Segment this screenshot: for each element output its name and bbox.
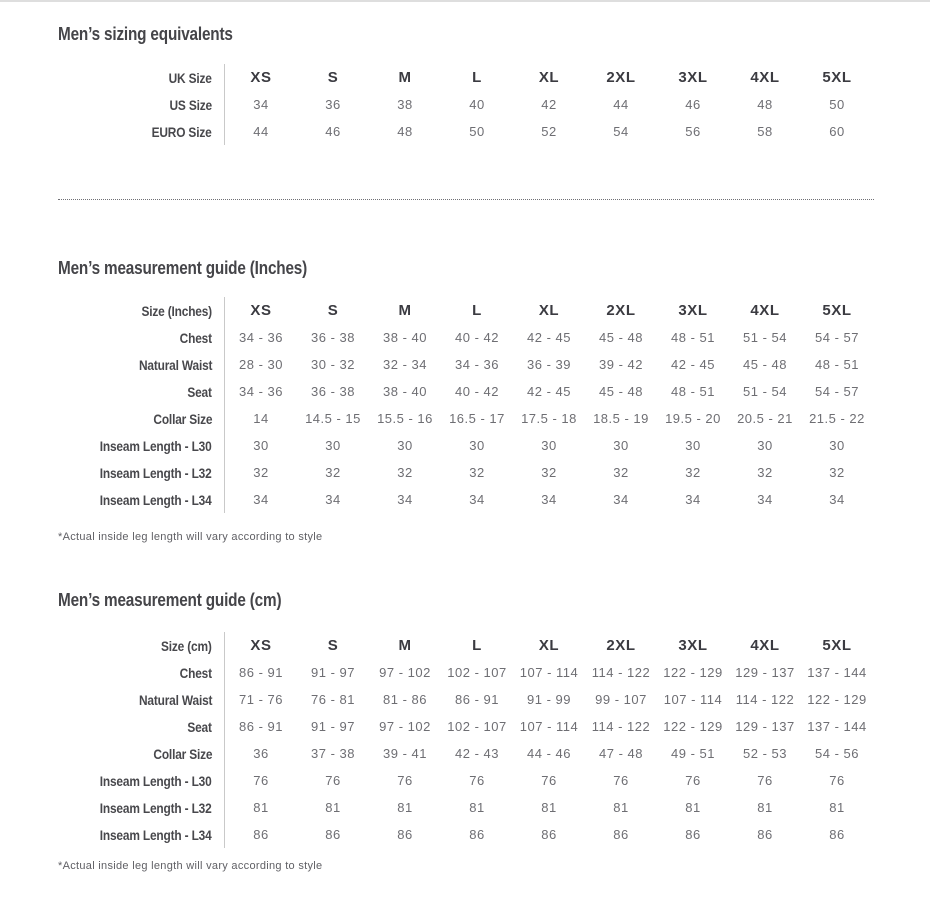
header-label-cell bbox=[58, 297, 225, 324]
value-cell: 129 - 137 bbox=[735, 719, 795, 734]
cm-guide-table bbox=[58, 632, 873, 848]
value-cell: 48 - 51 bbox=[671, 384, 715, 399]
value-cell: 42 - 45 bbox=[527, 384, 571, 399]
value-cell: 32 bbox=[325, 465, 341, 480]
value-cell: 34 bbox=[325, 492, 341, 507]
value-cell: 32 bbox=[685, 465, 701, 480]
value-cell: 86 - 91 bbox=[239, 665, 283, 680]
value-cell: 91 - 97 bbox=[311, 665, 355, 680]
value-cell: 102 - 107 bbox=[447, 719, 507, 734]
value-cell: 97 - 102 bbox=[379, 665, 431, 680]
value-cell: 36 - 38 bbox=[311, 384, 355, 399]
value-cell: 38 - 40 bbox=[383, 330, 427, 345]
value-cell: 114 - 122 bbox=[591, 719, 651, 734]
row-label-cell-text: Chest bbox=[179, 329, 212, 346]
sizing-equivalents-title: Men’s sizing equivalents bbox=[58, 24, 233, 44]
value-cell: 40 bbox=[469, 97, 485, 112]
value-cell: 86 bbox=[325, 827, 341, 842]
value-cell: 20.5 - 21 bbox=[737, 411, 793, 426]
value-cell: 122 - 129 bbox=[807, 692, 867, 707]
column-header-cell: 2XL bbox=[606, 637, 636, 654]
column-header-cell: S bbox=[327, 637, 339, 654]
cm-guide-title: Men’s measurement guide (cm) bbox=[58, 590, 282, 610]
row-label-cell-text: Inseam Length - L30 bbox=[100, 772, 212, 789]
value-cell: 114 - 122 bbox=[735, 692, 795, 707]
row-label-cell-text: Natural Waist bbox=[138, 691, 212, 708]
column-header-cell: L bbox=[472, 69, 482, 86]
value-cell: 91 - 97 bbox=[311, 719, 355, 734]
value-cell: 34 bbox=[613, 492, 629, 507]
value-cell: 36 bbox=[325, 97, 341, 112]
value-cell: 34 bbox=[685, 492, 701, 507]
value-cell: 86 bbox=[541, 827, 557, 842]
value-cell: 30 bbox=[613, 438, 629, 453]
value-cell: 21.5 - 22 bbox=[809, 411, 865, 426]
row-label-cell-text: Chest bbox=[179, 664, 212, 681]
cm-guide-section bbox=[58, 590, 930, 873]
value-cell: 18.5 - 19 bbox=[593, 411, 649, 426]
value-cell: 34 bbox=[253, 97, 269, 112]
value-cell: 32 bbox=[541, 465, 557, 480]
value-cell: 34 - 36 bbox=[455, 357, 499, 372]
value-cell: 81 bbox=[397, 800, 413, 815]
column-header-cell: 5XL bbox=[822, 69, 852, 86]
column-header-cell: 3XL bbox=[678, 302, 708, 319]
value-cell: 129 - 137 bbox=[735, 665, 795, 680]
value-cell: 30 bbox=[541, 438, 557, 453]
column-header-cell: M bbox=[398, 69, 412, 86]
value-cell: 47 - 48 bbox=[599, 746, 643, 761]
row-label-cell-text: Seat bbox=[187, 718, 212, 735]
header-label-cell bbox=[58, 64, 225, 91]
value-cell: 86 bbox=[757, 827, 773, 842]
value-cell: 76 bbox=[469, 773, 485, 788]
value-cell: 38 - 40 bbox=[383, 384, 427, 399]
row-label-cell bbox=[58, 351, 225, 378]
row-label-cell bbox=[58, 118, 225, 145]
value-cell: 45 - 48 bbox=[599, 330, 643, 345]
column-header-cell: M bbox=[398, 637, 412, 654]
cm-guide-footnote: *Actual inside leg length will vary according to style bbox=[58, 860, 323, 872]
value-cell: 36 - 38 bbox=[311, 330, 355, 345]
value-cell: 39 - 41 bbox=[383, 746, 427, 761]
value-cell: 30 bbox=[757, 438, 773, 453]
value-cell: 97 - 102 bbox=[379, 719, 431, 734]
column-header-cell: 2XL bbox=[606, 69, 636, 86]
value-cell: 137 - 144 bbox=[807, 665, 867, 680]
value-cell: 76 bbox=[685, 773, 701, 788]
value-cell: 81 bbox=[541, 800, 557, 815]
row-label-cell bbox=[58, 432, 225, 459]
value-cell: 60 bbox=[829, 124, 845, 139]
value-cell: 40 - 42 bbox=[455, 384, 499, 399]
value-cell: 39 - 42 bbox=[599, 357, 643, 372]
row-label-cell bbox=[58, 821, 225, 848]
row-label-cell-text: Natural Waist bbox=[138, 356, 212, 373]
column-header-cell: 5XL bbox=[822, 302, 852, 319]
value-cell: 34 - 36 bbox=[239, 330, 283, 345]
row-label-cell-text: Collar Size bbox=[153, 745, 212, 762]
row-label-cell bbox=[58, 767, 225, 794]
inches-guide-title: Men’s measurement guide (Inches) bbox=[58, 258, 308, 278]
column-header-cell: 2XL bbox=[606, 302, 636, 319]
value-cell: 86 bbox=[397, 827, 413, 842]
column-header-cell: L bbox=[472, 302, 482, 319]
column-header-cell: XL bbox=[538, 637, 560, 654]
value-cell: 48 bbox=[757, 97, 773, 112]
row-label-cell bbox=[58, 686, 225, 713]
value-cell: 32 bbox=[253, 465, 269, 480]
value-cell: 48 - 51 bbox=[815, 357, 859, 372]
value-cell: 30 bbox=[253, 438, 269, 453]
column-header-cell: S bbox=[327, 69, 339, 86]
value-cell: 32 bbox=[469, 465, 485, 480]
value-cell: 81 bbox=[253, 800, 269, 815]
row-label-cell bbox=[58, 486, 225, 513]
value-cell: 34 bbox=[253, 492, 269, 507]
row-label-cell-text: EURO Size bbox=[152, 123, 212, 140]
value-cell: 14.5 - 15 bbox=[305, 411, 361, 426]
column-header-cell: XS bbox=[250, 69, 272, 86]
inches-guide-table bbox=[58, 297, 873, 513]
value-cell: 102 - 107 bbox=[447, 665, 507, 680]
header-label-cell bbox=[58, 632, 225, 659]
value-cell: 40 - 42 bbox=[455, 330, 499, 345]
row-label-cell-text: US Size bbox=[169, 96, 212, 113]
value-cell: 42 - 45 bbox=[527, 330, 571, 345]
header-label-cell-text: Size (cm) bbox=[161, 637, 212, 654]
column-header-cell: 3XL bbox=[678, 69, 708, 86]
value-cell: 30 bbox=[469, 438, 485, 453]
value-cell: 30 - 32 bbox=[311, 357, 355, 372]
value-cell: 76 bbox=[757, 773, 773, 788]
value-cell: 54 - 56 bbox=[815, 746, 859, 761]
value-cell: 34 bbox=[397, 492, 413, 507]
row-label-cell bbox=[58, 794, 225, 821]
value-cell: 99 - 107 bbox=[595, 692, 647, 707]
value-cell: 32 bbox=[757, 465, 773, 480]
value-cell: 42 - 43 bbox=[455, 746, 499, 761]
column-header-cell: 4XL bbox=[750, 637, 780, 654]
value-cell: 81 bbox=[829, 800, 845, 815]
value-cell: 91 - 99 bbox=[527, 692, 571, 707]
value-cell: 86 - 91 bbox=[455, 692, 499, 707]
value-cell: 45 - 48 bbox=[743, 357, 787, 372]
header-label-cell-text: Size (Inches) bbox=[141, 302, 212, 319]
value-cell: 15.5 - 16 bbox=[377, 411, 433, 426]
value-cell: 86 bbox=[469, 827, 485, 842]
size-guide-page bbox=[0, 24, 930, 873]
value-cell: 32 - 34 bbox=[383, 357, 427, 372]
value-cell: 51 - 54 bbox=[743, 384, 787, 399]
value-cell: 44 - 46 bbox=[527, 746, 571, 761]
row-label-cell-text: Inseam Length - L32 bbox=[100, 464, 212, 481]
value-cell: 107 - 114 bbox=[663, 692, 723, 707]
value-cell: 107 - 114 bbox=[519, 665, 579, 680]
value-cell: 28 - 30 bbox=[239, 357, 283, 372]
row-label-cell-text: Inseam Length - L34 bbox=[100, 826, 212, 843]
value-cell: 107 - 114 bbox=[519, 719, 579, 734]
row-label-cell bbox=[58, 740, 225, 767]
value-cell: 48 bbox=[397, 124, 413, 139]
value-cell: 50 bbox=[469, 124, 485, 139]
value-cell: 137 - 144 bbox=[807, 719, 867, 734]
value-cell: 76 bbox=[613, 773, 629, 788]
value-cell: 58 bbox=[757, 124, 773, 139]
header-label-cell-text: UK Size bbox=[168, 69, 212, 86]
row-label-cell-text: Collar Size bbox=[153, 410, 212, 427]
row-label-cell-text: Inseam Length - L30 bbox=[100, 437, 212, 454]
column-header-cell: 4XL bbox=[750, 69, 780, 86]
value-cell: 30 bbox=[325, 438, 341, 453]
value-cell: 38 bbox=[397, 97, 413, 112]
value-cell: 32 bbox=[397, 465, 413, 480]
column-header-cell: L bbox=[472, 637, 482, 654]
value-cell: 122 - 129 bbox=[663, 719, 723, 734]
row-label-cell bbox=[58, 91, 225, 118]
sizing-equivalents-table bbox=[58, 64, 873, 145]
value-cell: 76 bbox=[253, 773, 269, 788]
value-cell: 49 - 51 bbox=[671, 746, 715, 761]
row-label-cell-text: Seat bbox=[187, 383, 212, 400]
row-label-cell bbox=[58, 324, 225, 351]
inches-guide-footnote: *Actual inside leg length will vary according to style bbox=[58, 531, 323, 543]
column-header-cell: M bbox=[398, 302, 412, 319]
row-label-cell bbox=[58, 713, 225, 740]
value-cell: 46 bbox=[325, 124, 341, 139]
row-label-cell-text: Inseam Length - L34 bbox=[100, 491, 212, 508]
value-cell: 42 - 45 bbox=[671, 357, 715, 372]
value-cell: 36 - 39 bbox=[527, 357, 571, 372]
value-cell: 48 - 51 bbox=[671, 330, 715, 345]
value-cell: 51 - 54 bbox=[743, 330, 787, 345]
value-cell: 30 bbox=[397, 438, 413, 453]
column-header-cell: XL bbox=[538, 69, 560, 86]
sizing-equivalents-section bbox=[58, 24, 930, 145]
value-cell: 76 bbox=[325, 773, 341, 788]
value-cell: 81 bbox=[685, 800, 701, 815]
value-cell: 44 bbox=[253, 124, 269, 139]
column-header-cell: 3XL bbox=[678, 637, 708, 654]
value-cell: 34 bbox=[757, 492, 773, 507]
row-label-cell bbox=[58, 405, 225, 432]
value-cell: 86 - 91 bbox=[239, 719, 283, 734]
value-cell: 32 bbox=[613, 465, 629, 480]
column-header-cell: 5XL bbox=[822, 637, 852, 654]
value-cell: 52 bbox=[541, 124, 557, 139]
column-header-cell: 4XL bbox=[750, 302, 780, 319]
inches-guide-section bbox=[58, 258, 930, 544]
value-cell: 34 bbox=[541, 492, 557, 507]
value-cell: 76 bbox=[397, 773, 413, 788]
value-cell: 122 - 129 bbox=[663, 665, 723, 680]
column-header-cell: XS bbox=[250, 637, 272, 654]
value-cell: 76 bbox=[829, 773, 845, 788]
value-cell: 81 bbox=[469, 800, 485, 815]
row-label-cell bbox=[58, 459, 225, 486]
value-cell: 81 bbox=[613, 800, 629, 815]
value-cell: 76 - 81 bbox=[311, 692, 355, 707]
column-header-cell: S bbox=[327, 302, 339, 319]
section-divider-rule bbox=[58, 199, 874, 200]
value-cell: 37 - 38 bbox=[311, 746, 355, 761]
value-cell: 81 bbox=[757, 800, 773, 815]
value-cell: 45 - 48 bbox=[599, 384, 643, 399]
value-cell: 34 bbox=[829, 492, 845, 507]
row-label-cell bbox=[58, 378, 225, 405]
value-cell: 114 - 122 bbox=[591, 665, 651, 680]
value-cell: 19.5 - 20 bbox=[665, 411, 721, 426]
value-cell: 30 bbox=[685, 438, 701, 453]
row-label-cell-text: Inseam Length - L32 bbox=[100, 799, 212, 816]
value-cell: 34 bbox=[469, 492, 485, 507]
value-cell: 81 bbox=[325, 800, 341, 815]
value-cell: 30 bbox=[829, 438, 845, 453]
value-cell: 36 bbox=[253, 746, 269, 761]
column-header-cell: XS bbox=[250, 302, 272, 319]
value-cell: 42 bbox=[541, 97, 557, 112]
value-cell: 54 - 57 bbox=[815, 330, 859, 345]
value-cell: 34 - 36 bbox=[239, 384, 283, 399]
value-cell: 54 bbox=[613, 124, 629, 139]
value-cell: 54 - 57 bbox=[815, 384, 859, 399]
row-label-cell bbox=[58, 659, 225, 686]
value-cell: 46 bbox=[685, 97, 701, 112]
value-cell: 71 - 76 bbox=[239, 692, 283, 707]
value-cell: 17.5 - 18 bbox=[521, 411, 577, 426]
value-cell: 14 bbox=[253, 411, 269, 426]
value-cell: 32 bbox=[829, 465, 845, 480]
column-header-cell: XL bbox=[538, 302, 560, 319]
value-cell: 16.5 - 17 bbox=[449, 411, 505, 426]
value-cell: 86 bbox=[253, 827, 269, 842]
value-cell: 86 bbox=[613, 827, 629, 842]
value-cell: 81 - 86 bbox=[383, 692, 427, 707]
value-cell: 56 bbox=[685, 124, 701, 139]
value-cell: 86 bbox=[829, 827, 845, 842]
value-cell: 52 - 53 bbox=[743, 746, 787, 761]
value-cell: 76 bbox=[541, 773, 557, 788]
value-cell: 50 bbox=[829, 97, 845, 112]
value-cell: 86 bbox=[685, 827, 701, 842]
value-cell: 44 bbox=[613, 97, 629, 112]
